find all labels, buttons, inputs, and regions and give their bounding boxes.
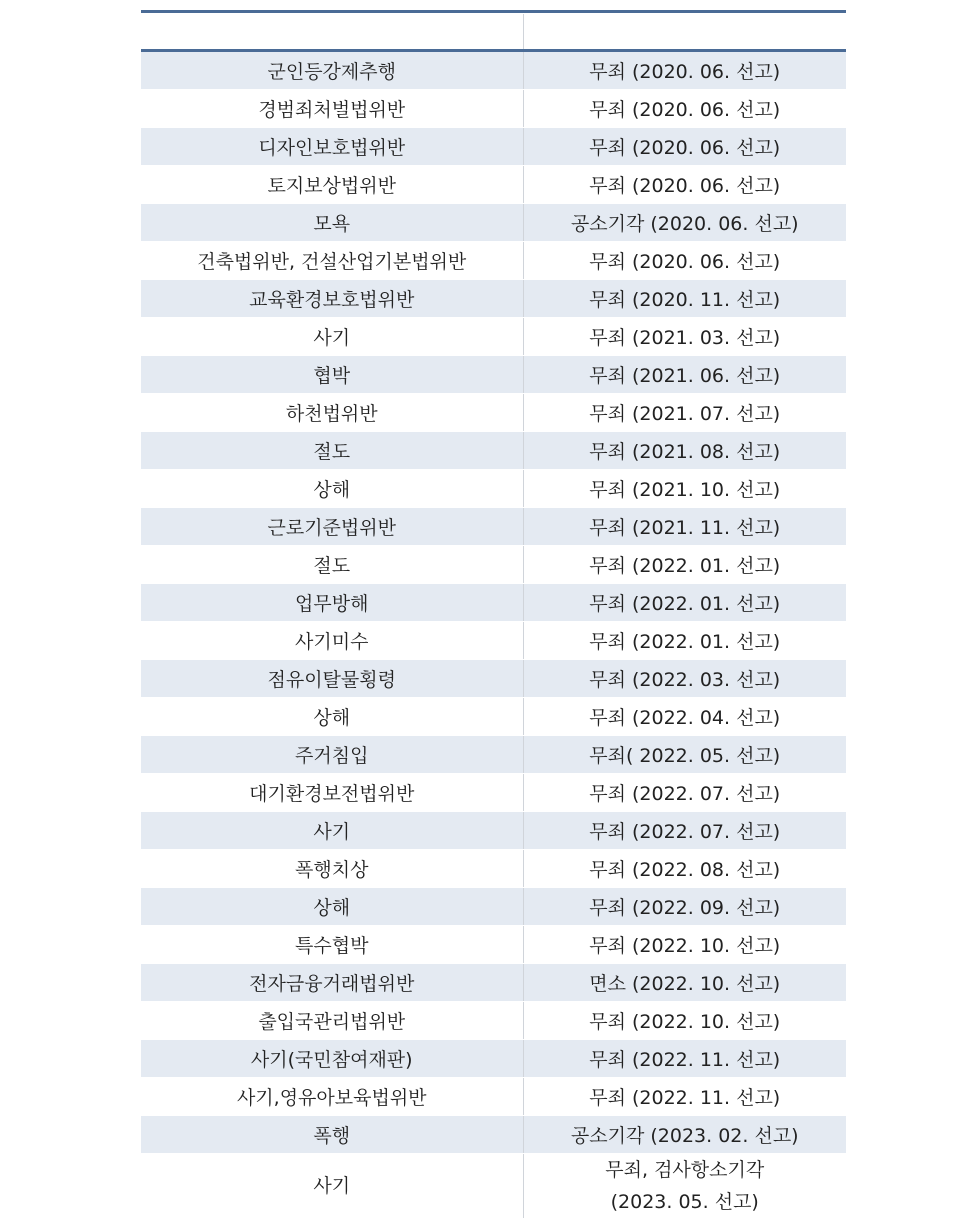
result-cell: 무죄 (2020. 06. 선고) — [523, 242, 846, 280]
result-line-1: 무죄, 검사항소기각 — [605, 1159, 765, 1181]
table-row — [141, 850, 846, 888]
charge-cell: 상해 — [141, 698, 523, 736]
result-cell: 무죄 (2022. 11. 선고) — [523, 1078, 846, 1116]
table-row — [141, 546, 846, 584]
result-cell: 무죄 (2022. 04. 선고) — [523, 698, 846, 736]
table-row — [141, 1078, 846, 1116]
result-cell — [523, 1154, 846, 1219]
charge-cell: 업무방해 — [141, 584, 523, 622]
charge-cell: 디자인보호법위반 — [141, 128, 523, 166]
table-row-last — [141, 1154, 846, 1219]
result-cell: 무죄 (2022. 08. 선고) — [523, 850, 846, 888]
charge-cell: 주거침입 — [141, 736, 523, 774]
result-cell: 무죄 (2020. 06. 선고) — [523, 90, 846, 128]
result-cell: 무죄( 2022. 05. 선고) — [523, 736, 846, 774]
header-charge-cell — [141, 14, 523, 51]
charge-cell: 모욕 — [141, 204, 523, 242]
result-cell: 무죄 (2022. 03. 선고) — [523, 660, 846, 698]
table-body — [141, 51, 846, 1219]
result-cell: 공소기각 (2023. 02. 선고) — [523, 1116, 846, 1154]
table-row — [141, 508, 846, 546]
result-cell: 무죄 (2022. 07. 선고) — [523, 774, 846, 812]
table-row — [141, 736, 846, 774]
result-cell: 무죄 (2021. 10. 선고) — [523, 470, 846, 508]
table-row — [141, 660, 846, 698]
charge-cell: 대기환경보전법위반 — [141, 774, 523, 812]
charge-cell: 건축법위반, 건설산업기본법위반 — [141, 242, 523, 280]
charge-cell: 절도 — [141, 432, 523, 470]
result-line-2: (2023. 05. 선고) — [610, 1191, 759, 1213]
charge-cell: 사기 — [141, 812, 523, 850]
charge-cell: 토지보상법위반 — [141, 166, 523, 204]
header-result-cell — [523, 14, 846, 51]
table-row — [141, 166, 846, 204]
charge-cell: 상해 — [141, 470, 523, 508]
table-row — [141, 432, 846, 470]
charge-cell: 사기(국민참여재판) — [141, 1040, 523, 1078]
charge-cell: 전자금융거래법위반 — [141, 964, 523, 1002]
case-results-table — [141, 10, 846, 1219]
charge-cell: 점유이탈물횡령 — [141, 660, 523, 698]
result-cell: 무죄 (2022. 01. 선고) — [523, 584, 846, 622]
result-cell: 무죄 (2022. 07. 선고) — [523, 812, 846, 850]
charge-cell: 교육환경보호법위반 — [141, 280, 523, 318]
table-row — [141, 774, 846, 812]
table-row — [141, 1002, 846, 1040]
result-cell: 공소기각 (2020. 06. 선고) — [523, 204, 846, 242]
table-row — [141, 926, 846, 964]
result-cell: 무죄 (2020. 06. 선고) — [523, 166, 846, 204]
result-cell: 무죄 (2022. 11. 선고) — [523, 1040, 846, 1078]
result-cell: 무죄 (2022. 01. 선고) — [523, 546, 846, 584]
table-row — [141, 698, 846, 736]
charge-cell: 사기 — [141, 318, 523, 356]
table-row — [141, 90, 846, 128]
result-cell: 무죄 (2021. 07. 선고) — [523, 394, 846, 432]
result-cell: 무죄 (2021. 11. 선고) — [523, 508, 846, 546]
table-row — [141, 51, 846, 90]
table-row — [141, 964, 846, 1002]
charge-cell: 하천법위반 — [141, 394, 523, 432]
charge-cell: 근로기준법위반 — [141, 508, 523, 546]
charge-cell: 군인등강제추행 — [141, 51, 523, 90]
result-cell: 무죄 (2021. 08. 선고) — [523, 432, 846, 470]
charge-cell: 특수협박 — [141, 926, 523, 964]
table-row — [141, 128, 846, 166]
table-row — [141, 622, 846, 660]
result-cell: 무죄 (2020. 06. 선고) — [523, 128, 846, 166]
charge-cell: 절도 — [141, 546, 523, 584]
result-cell: 무죄 (2022. 01. 선고) — [523, 622, 846, 660]
result-cell: 무죄 (2021. 06. 선고) — [523, 356, 846, 394]
charge-cell: 협박 — [141, 356, 523, 394]
table-row — [141, 470, 846, 508]
result-cell: 무죄 (2022. 10. 선고) — [523, 1002, 846, 1040]
table-header-row — [141, 14, 846, 51]
result-cell: 무죄 (2022. 10. 선고) — [523, 926, 846, 964]
table-row — [141, 394, 846, 432]
table-row — [141, 1116, 846, 1154]
result-cell: 무죄 (2022. 09. 선고) — [523, 888, 846, 926]
charge-cell: 사기미수 — [141, 622, 523, 660]
result-cell: 무죄 (2020. 06. 선고) — [523, 51, 846, 90]
charge-cell: 출입국관리법위반 — [141, 1002, 523, 1040]
charge-cell: 경범죄처벌법위반 — [141, 90, 523, 128]
case-results-table-container — [141, 10, 846, 1219]
result-cell: 면소 (2022. 10. 선고) — [523, 964, 846, 1002]
charge-cell: 상해 — [141, 888, 523, 926]
charge-cell: 사기,영유아보육법위반 — [141, 1078, 523, 1116]
charge-cell: 폭행치상 — [141, 850, 523, 888]
result-cell: 무죄 (2021. 03. 선고) — [523, 318, 846, 356]
table-row — [141, 242, 846, 280]
table-row — [141, 1040, 846, 1078]
table-row — [141, 356, 846, 394]
table-row — [141, 280, 846, 318]
table-row — [141, 812, 846, 850]
charge-cell: 폭행 — [141, 1116, 523, 1154]
result-cell: 무죄 (2020. 11. 선고) — [523, 280, 846, 318]
table-row — [141, 888, 846, 926]
table-row — [141, 204, 846, 242]
table-row — [141, 318, 846, 356]
charge-cell: 사기 — [141, 1154, 523, 1219]
table-row — [141, 584, 846, 622]
